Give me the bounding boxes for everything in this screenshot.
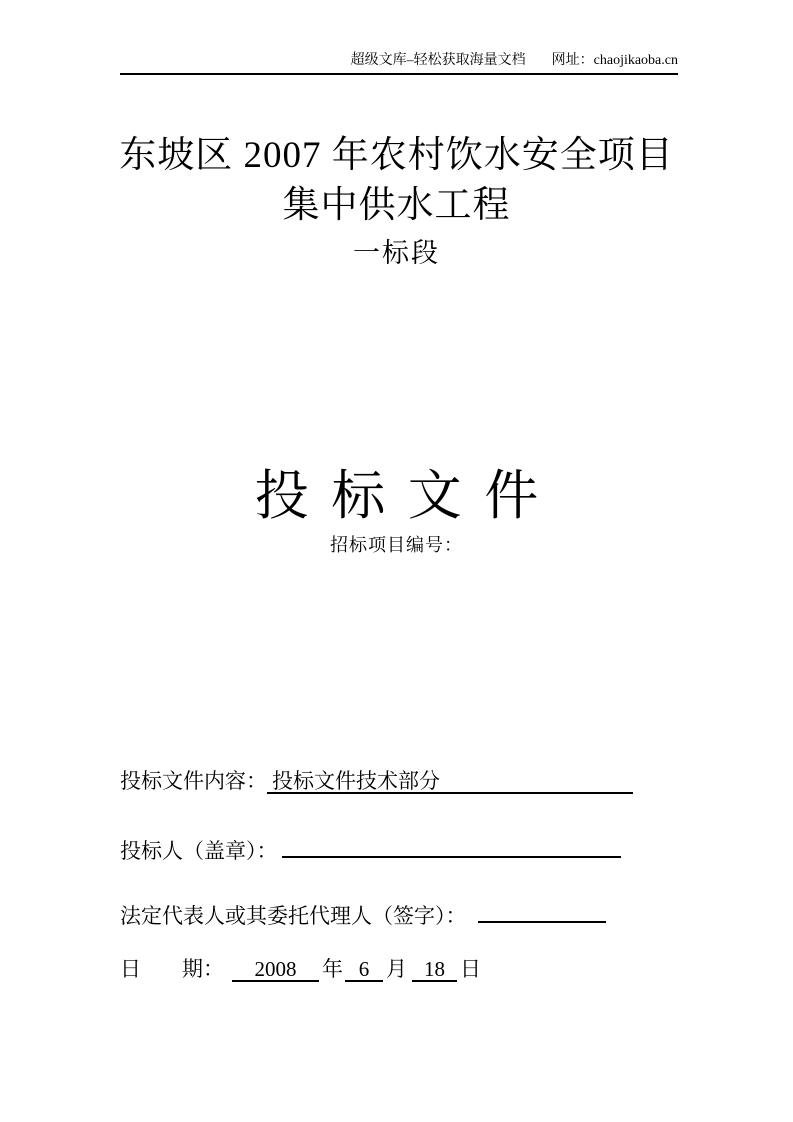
content-value-field[interactable]: 投标文件技术部分 [267, 767, 633, 794]
date-month-field[interactable]: 6 [345, 955, 383, 982]
bid-section-label: 一标段 [353, 238, 440, 268]
legal-rep-label: 法定代表人或其委托代理人（签字）： [120, 904, 467, 928]
document-title: 投 标 文 件 [254, 466, 539, 526]
date-year-field[interactable]: 2008 [232, 955, 319, 982]
date-label-part1: 日 [120, 957, 141, 981]
form-row-bidder [120, 831, 640, 865]
project-title-line1: 东坡区 2007 年农村饮水安全项目 [119, 135, 674, 176]
project-title-block [0, 131, 793, 270]
date-label-part2: 期： [182, 957, 224, 981]
header-divider-line [120, 73, 678, 75]
tender-project-number-label: 招标项目编号： [330, 535, 463, 555]
date-day-field[interactable]: 18 [412, 955, 457, 982]
form-row-date [120, 955, 640, 983]
bidder-label: 投标人（盖章）： [120, 839, 278, 863]
form-row-content [120, 767, 640, 795]
header-site-text: 超级文库–轻松获取海量文档 [350, 53, 526, 68]
date-day-unit: 日 [460, 957, 481, 981]
project-title-line2: 集中供水工程 [282, 185, 511, 226]
bidder-value-field[interactable] [282, 831, 621, 858]
content-label: 投标文件内容： [120, 769, 267, 793]
header-url-text: 网址：chaojikaoba.cn [551, 53, 678, 68]
legal-rep-value-field[interactable] [478, 896, 606, 923]
page-header [120, 52, 678, 70]
date-month-unit: 月 [386, 957, 407, 981]
form-row-legal-rep [120, 896, 640, 930]
date-year-unit: 年 [322, 957, 343, 981]
